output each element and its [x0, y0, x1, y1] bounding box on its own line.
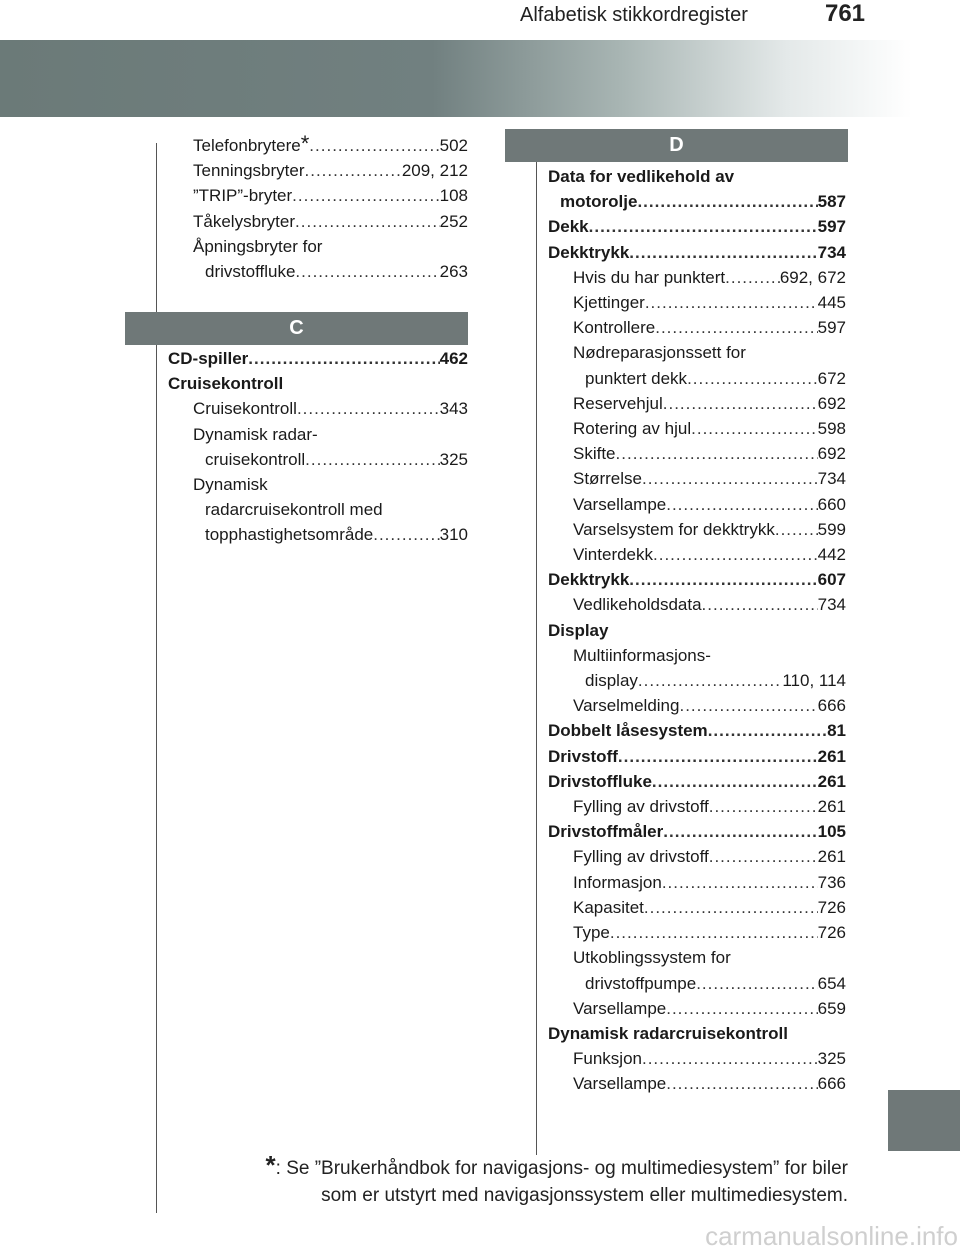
entry-page: 442: [817, 545, 846, 565]
entry-page: 660: [817, 494, 846, 514]
page-number: 761: [824, 0, 866, 27]
entry-page: 736: [817, 872, 846, 892]
entry-text: Tåkelysbryter: [193, 211, 296, 231]
index-entry: [548, 819, 846, 844]
entry-page: 343: [439, 399, 468, 419]
entry-text: Kjettinger: [573, 293, 645, 313]
entry-page: 108: [439, 186, 468, 206]
index-entry: [548, 492, 846, 517]
entry-page: 325: [817, 1049, 846, 1069]
column-rule-right: [536, 162, 537, 1155]
entry-text: Informasjon: [573, 872, 662, 892]
index-entry: [548, 366, 846, 391]
entry-text: Fylling av drivstoff: [573, 797, 709, 817]
entry-page: 325: [439, 449, 468, 469]
entry-text: Funksjon: [573, 1049, 642, 1069]
entry-page: 209, 212: [401, 161, 468, 181]
index-entry: [548, 567, 846, 592]
entry-text: Kontrollere: [573, 318, 656, 338]
index-entry: [548, 290, 846, 315]
page-title: Alfabetisk stikkordregister: [520, 4, 748, 26]
entry-page: 607: [817, 570, 846, 590]
side-index-tab: [888, 1090, 960, 1151]
index-entry: Data for vedlikehold av: [548, 167, 735, 186]
section-header-d: D: [505, 129, 848, 162]
index-entry: [548, 920, 846, 945]
footnote: [200, 1152, 848, 1209]
entry-text: Cruisekontroll: [193, 399, 297, 419]
index-entry: [548, 693, 846, 718]
entry-page: 734: [817, 595, 846, 615]
footnote-marker: *: [265, 1150, 276, 1180]
entry-page: 654: [817, 973, 846, 993]
entry-page: 666: [817, 1074, 846, 1094]
entry-page: 659: [817, 998, 846, 1018]
entry-text: Dobbelt låsesystem: [548, 721, 708, 741]
entry-text: drivstoffpumpe: [585, 973, 697, 993]
entry-text: Tenningsbryter: [193, 161, 305, 181]
entry-page: 597: [817, 217, 846, 237]
index-entry: [548, 416, 846, 441]
section-header-c: C: [125, 312, 468, 345]
entry-text: Varsellampe: [573, 494, 667, 514]
watermark: carmanualsonline.info: [705, 1221, 958, 1251]
entry-page: 261: [817, 746, 846, 766]
index-entry: Telefonbrytere * ..... 502: [168, 133, 468, 158]
entry-text: cruisekontroll: [205, 449, 306, 469]
entry-text: CD-spiller: [168, 349, 249, 368]
footnote-line-1: : Se ”Brukerhåndbok for navigasjons- og multimediesystem” for biler: [275, 1158, 848, 1179]
entry-text: topphastighetsområde: [205, 525, 374, 545]
entry-text: drivstoffluke: [205, 262, 296, 282]
index-entry: [168, 396, 468, 421]
index-entry: [168, 259, 468, 284]
index-entry: [548, 971, 846, 996]
index-entry: [548, 668, 846, 693]
entry-text: Varselsystem for dekktrykk: [573, 519, 775, 539]
entry-page: 692: [817, 444, 846, 464]
index-entry: Dynamisk: [193, 475, 268, 495]
entry-page: 587: [817, 192, 846, 212]
entry-page: 726: [817, 897, 846, 917]
index-entry: [168, 447, 468, 472]
column-rule-left: [156, 143, 157, 1213]
entry-page: 598: [817, 419, 846, 439]
entry-page: 261: [817, 847, 846, 867]
index-entry: [548, 769, 846, 794]
index-entry: Utkoblingssystem for: [573, 948, 731, 968]
index-entry: [548, 265, 846, 290]
index-column-left-c: [168, 346, 468, 548]
entry-text: Varselmelding: [573, 696, 680, 716]
index-entry: [548, 870, 846, 895]
index-entry: [168, 183, 468, 208]
index-entry: [548, 466, 846, 491]
index-entry: [548, 240, 846, 265]
entry-text: Dekk: [548, 217, 589, 237]
entry-text: Dekktrykk: [548, 242, 630, 262]
entry-page: 462: [439, 349, 468, 368]
entry-text: Type: [573, 923, 610, 943]
index-entry: [548, 214, 846, 239]
index-entry: [168, 522, 468, 547]
entry-text: Hvis du har punktert: [573, 267, 726, 287]
entry-page: 666: [817, 696, 846, 716]
entry-text: punktert dekk: [585, 368, 688, 388]
entry-text: ”TRIP”-bryter: [193, 186, 293, 206]
index-entry: [548, 718, 846, 743]
index-entry: Åpningsbryter for: [193, 236, 323, 256]
entry-text: Rotering av hjul: [573, 419, 692, 439]
header-banner: [0, 40, 960, 117]
index-entry: [548, 1071, 846, 1096]
index-entry: [548, 844, 846, 869]
entry-text: Kapasitet: [573, 897, 644, 917]
index-entry: Nødreparasjonssett for: [573, 343, 746, 363]
entry-page: 110, 114: [782, 671, 846, 691]
entry-page: 445: [817, 293, 846, 313]
index-entry: [548, 517, 846, 542]
index-entry: [548, 391, 846, 416]
footnote-line-2: som er utstyrt med navigasjonssystem eller multimediesystem.: [321, 1185, 848, 1206]
index-entry: [548, 315, 846, 340]
entry-text: display: [585, 671, 638, 691]
entry-page: 734: [817, 242, 846, 262]
entry-page: 81: [827, 721, 846, 741]
entry-text: Drivstoffmåler: [548, 822, 664, 842]
index-entry: Display: [548, 620, 609, 640]
index-entry: [548, 542, 846, 567]
entry-page: 261: [817, 797, 846, 817]
index-column-left-top: [168, 133, 468, 284]
entry-page: 310: [439, 525, 468, 545]
entry-page: 734: [817, 469, 846, 489]
index-entry: Cruisekontroll: [168, 374, 284, 394]
entry-text: Telefonbrytere: [193, 136, 301, 155]
index-entry: Dynamisk radarcruisekontroll: [548, 1023, 788, 1043]
entry-page: 672: [817, 368, 846, 388]
index-entry: radarcruisekontroll med: [205, 500, 383, 520]
index-entry: Dynamisk radar-: [193, 424, 318, 444]
entry-text: Skifte: [573, 444, 616, 464]
index-entry: [168, 209, 468, 234]
entry-page: 502: [439, 136, 468, 155]
index-entry: Multiinformasjons-: [573, 645, 711, 665]
index-entry: [548, 592, 846, 617]
index-entry: [548, 996, 846, 1021]
entry-page: 692, 672: [779, 267, 846, 287]
index-entry: [168, 346, 468, 371]
index-entry: [548, 794, 846, 819]
index-entry: [548, 189, 846, 214]
index-column-right-d: [548, 164, 846, 1097]
entry-text: Dekktrykk: [548, 570, 630, 590]
entry-text: Drivstoff: [548, 746, 618, 766]
entry-text: Størrelse: [573, 469, 642, 489]
entry-page: 692: [817, 393, 846, 413]
entry-text: motorolje: [560, 192, 638, 212]
entry-page: 105: [817, 822, 846, 842]
entry-page: 252: [439, 211, 468, 231]
entry-text: Drivstoffluke: [548, 771, 652, 791]
entry-text: Vinterdekk: [573, 545, 654, 565]
index-entry: [548, 744, 846, 769]
entry-page: 263: [439, 262, 468, 282]
entry-text: Fylling av drivstoff: [573, 847, 709, 867]
entry-text: Vedlikeholdsdata: [573, 595, 702, 615]
entry-text: Varsellampe: [573, 998, 667, 1018]
entry-text: Reservehjul: [573, 393, 663, 413]
entry-page: 599: [817, 519, 846, 539]
entry-text: Varsellampe: [573, 1074, 667, 1094]
index-entry: [168, 158, 468, 183]
index-entry: [548, 895, 846, 920]
entry-page: 261: [817, 771, 846, 791]
index-entry: [548, 1046, 846, 1071]
entry-page: 597: [817, 318, 846, 338]
entry-page: 726: [817, 923, 846, 943]
index-entry: [548, 441, 846, 466]
